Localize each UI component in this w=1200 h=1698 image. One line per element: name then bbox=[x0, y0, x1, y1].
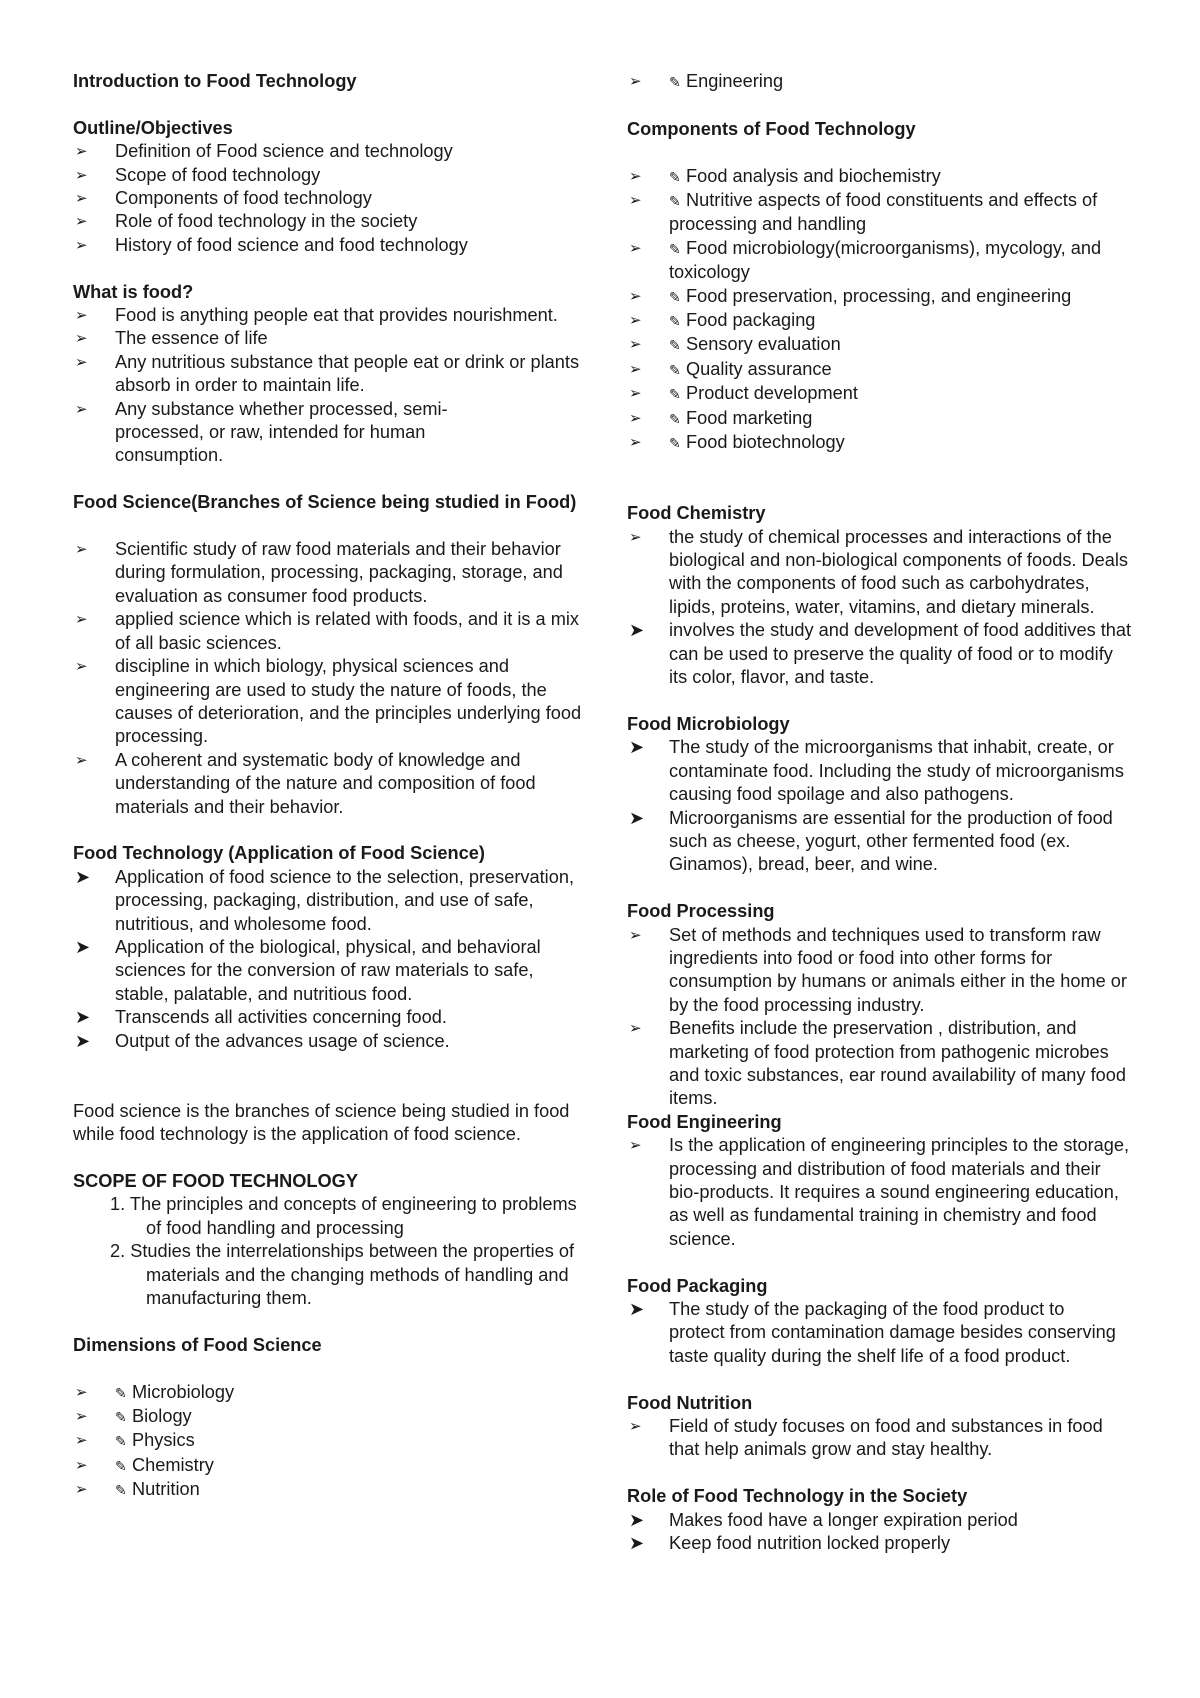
list-item: ➤ Makes food have a longer expiration period bbox=[627, 1509, 1137, 1532]
arrow-bullet-icon: ➢ bbox=[629, 926, 642, 944]
arrow-bullet-icon: ➢ bbox=[629, 409, 642, 427]
list-item: ➢ Scope of food technology bbox=[73, 164, 593, 187]
pencil-icon: ✎ bbox=[669, 193, 681, 209]
arrow-bullet-icon: ➢ bbox=[629, 312, 642, 330]
pencil-icon: ✎ bbox=[669, 337, 681, 354]
food-engineering-list bbox=[627, 1134, 1132, 1251]
components-heading: Components of Food Technology bbox=[627, 118, 916, 139]
arrow-bullet-icon: ➢ bbox=[75, 658, 88, 676]
list-item: ➢ ✎ Food marketing bbox=[627, 407, 1132, 431]
pencil-icon: ✎ bbox=[115, 1384, 127, 1401]
food-science-list bbox=[73, 538, 588, 819]
bold-arrow-bullet-icon: ➤ bbox=[629, 737, 645, 758]
arrow-bullet-icon: ➢ bbox=[75, 143, 88, 161]
bold-arrow-bullet-icon: ➤ bbox=[629, 807, 645, 828]
bold-arrow-bullet-icon: ➤ bbox=[75, 1030, 91, 1051]
pencil-icon: ✎ bbox=[115, 1409, 127, 1425]
arrow-bullet-icon: ➢ bbox=[75, 1408, 88, 1425]
food-nutrition-heading: Food Nutrition bbox=[627, 1392, 753, 1413]
list-item: ➢ ✎ Product development bbox=[627, 382, 1132, 406]
list-item: ➤ Application of food science to the selection, preservation, processing, packaging, distribution, and use of safe, nutritious, and wholesome food. bbox=[75, 866, 575, 934]
pencil-icon: ✎ bbox=[669, 74, 681, 90]
pencil-icon: ✎ bbox=[669, 288, 681, 305]
arrow-bullet-icon: ➢ bbox=[75, 1432, 88, 1450]
bold-arrow-bullet-icon: ➤ bbox=[75, 1007, 91, 1028]
arrow-bullet-icon: ➢ bbox=[629, 360, 642, 378]
arrow-bullet-icon: ➢ bbox=[75, 166, 88, 184]
pencil-icon: ✎ bbox=[669, 361, 681, 378]
bold-arrow-bullet-icon: ➤ bbox=[629, 1509, 645, 1530]
pencil-icon: ✎ bbox=[115, 1482, 127, 1499]
bold-arrow-bullet-icon: ➤ bbox=[629, 1299, 645, 1320]
arrow-bullet-icon: ➢ bbox=[629, 1418, 642, 1436]
list-item: ➢ ✎ Nutritive aspects of food constituents and effects of processing and handling bbox=[629, 190, 1098, 235]
list-item: ➤ Transcends all activities concerning food. bbox=[73, 1006, 588, 1029]
list-item: ➢ ✎ Food biotechnology bbox=[627, 431, 1132, 455]
arrow-bullet-icon: ➢ bbox=[629, 528, 642, 546]
arrow-bullet-icon: ➢ bbox=[75, 330, 88, 348]
arrow-bullet-icon: ➢ bbox=[629, 336, 642, 354]
list-item: ➢ Field of study focuses on food and substances in food that help animals grow and stay healthy. bbox=[629, 1416, 1103, 1460]
food-technology-list bbox=[73, 866, 588, 1053]
list-item: ➢ Role of food technology in the society bbox=[73, 210, 593, 233]
arrow-bullet-icon: ➢ bbox=[75, 307, 88, 325]
food-chemistry-heading: Food Chemistry bbox=[627, 503, 766, 524]
arrow-bullet-icon: ➢ bbox=[75, 541, 88, 559]
summary-paragraph: Food science is the branches of science being studied in food while food technology is the application of food science. bbox=[73, 1100, 570, 1145]
left-column bbox=[73, 70, 593, 1503]
list-item: ➢ ✎ Biology bbox=[73, 1405, 593, 1429]
food-chemistry-list bbox=[627, 526, 1132, 690]
pencil-icon: ✎ bbox=[115, 1457, 127, 1474]
arrow-bullet-icon: ➢ bbox=[629, 1137, 642, 1155]
list-item: ➢ ✎ Nutrition bbox=[73, 1478, 593, 1502]
list-item: 1. The principles and concepts of engineering to problems of food handling and processing bbox=[110, 1194, 577, 1238]
arrow-bullet-icon: ➢ bbox=[629, 239, 642, 257]
list-item: ➢ Any substance whether processed, semi-processed, or raw, intended for human consumption. bbox=[75, 398, 448, 466]
list-item: ➢ ✎ Food analysis and biochemistry bbox=[627, 165, 1132, 189]
arrow-bullet-icon: ➢ bbox=[629, 1020, 642, 1038]
arrow-bullet-icon: ➢ bbox=[75, 190, 88, 208]
list-item: 2. Studies the interrelationships between the properties of materials and the changing methods of handling and manufacturing them. bbox=[110, 1241, 575, 1308]
what-is-food-heading: What is food? bbox=[73, 281, 194, 302]
arrow-bullet-icon: ➢ bbox=[75, 1456, 88, 1474]
right-column bbox=[627, 70, 1137, 1555]
arrow-bullet-icon: ➢ bbox=[75, 1481, 88, 1499]
pencil-icon: ✎ bbox=[669, 168, 681, 185]
food-microbiology-list bbox=[627, 736, 1132, 876]
list-item: ➤ Application of the biological, physical, and behavioral sciences for the conversion of raw materials to safe, stable, palatable, and nutritious food. bbox=[75, 936, 541, 1004]
arrow-bullet-icon: ➢ bbox=[75, 751, 88, 769]
bold-arrow-bullet-icon: ➤ bbox=[75, 866, 91, 887]
arrow-bullet-icon: ➢ bbox=[629, 167, 642, 185]
arrow-bullet-icon: ➢ bbox=[629, 287, 642, 305]
list-item: ➢ applied science which is related with foods, and it is a mix of all basic sciences. bbox=[75, 609, 580, 653]
list-item: ➢ Set of methods and techniques used to transform raw ingredients into food or food into other forms for consumption by humans or animals either in the home or by the food processing industry. bbox=[629, 924, 1127, 1015]
arrow-bullet-icon: ➢ bbox=[75, 400, 88, 418]
arrow-bullet-icon: ➢ bbox=[629, 192, 642, 209]
pencil-icon: ✎ bbox=[669, 410, 681, 427]
role-heading: Role of Food Technology in the Society bbox=[627, 1486, 968, 1507]
list-item: ➢ Is the application of engineering principles to the storage, processing and distribution of food materials and their bio-products. It requires a sound engineering education, as well as fundamental training in chemistry and food science. bbox=[629, 1135, 1130, 1249]
food-nutrition-list bbox=[627, 1415, 1117, 1462]
food-science-heading: Food Science(Branches of Science being studied in Food) bbox=[73, 492, 577, 513]
pencil-icon: ✎ bbox=[115, 1433, 127, 1450]
arrow-bullet-icon: ➢ bbox=[75, 236, 88, 254]
food-packaging-list bbox=[627, 1298, 1117, 1368]
list-item: ➢ Food is anything people eat that provides nourishment. bbox=[73, 304, 583, 327]
food-processing-heading: Food Processing bbox=[627, 901, 775, 922]
role-list bbox=[627, 1509, 1137, 1556]
list-item: ➢ Benefits include the preservation , distribution, and marketing of food protection from pathogenic microbes and toxic substances, ear round availability of many food items. bbox=[629, 1018, 1126, 1109]
list-item: ➢ ✎ Food packaging bbox=[627, 309, 1132, 333]
list-item: ➢ ✎ Quality assurance bbox=[627, 358, 1132, 382]
list-item: ➢ ✎ Chemistry bbox=[73, 1454, 593, 1478]
scope-heading: SCOPE OF FOOD TECHNOLOGY bbox=[73, 1170, 358, 1191]
list-item: ➢ Any nutritious substance that people eat or drink or plants absorb in order to maintain life. bbox=[75, 351, 580, 396]
document-title: Introduction to Food Technology bbox=[73, 71, 357, 91]
arrow-bullet-icon: ➢ bbox=[75, 213, 88, 231]
arrow-bullet-icon: ➢ bbox=[629, 434, 642, 452]
arrow-bullet-icon: ➢ bbox=[75, 353, 88, 371]
scope-list bbox=[73, 1193, 593, 1310]
pencil-icon: ✎ bbox=[669, 313, 681, 330]
list-item: ➢ ✎ Engineering bbox=[627, 70, 1137, 94]
food-packaging-heading: Food Packaging bbox=[627, 1275, 768, 1296]
arrow-bullet-icon: ➢ bbox=[629, 385, 642, 403]
list-item: ➢ ✎ Microbiology bbox=[73, 1381, 593, 1405]
list-item: ➤ The study of the packaging of the food product to protect from contamination damage besides conserving taste quality during the shelf life of a food product. bbox=[629, 1299, 1116, 1366]
outline-list bbox=[73, 140, 593, 257]
list-item: ➢ ✎ Physics bbox=[73, 1429, 593, 1453]
list-item: ➢ ✎ Sensory evaluation bbox=[627, 333, 1132, 357]
list-item: ➢ Scientific study of raw food materials and their behavior during formulation, processing, packaging, storage, and evaluation as consumer food products. bbox=[75, 539, 563, 606]
list-item: ➤ Output of the advances usage of science. bbox=[73, 1030, 588, 1053]
food-microbiology-heading: Food Microbiology bbox=[627, 713, 790, 734]
food-technology-heading: Food Technology (Application of Food Science) bbox=[73, 843, 485, 864]
dimensions-list bbox=[73, 1381, 593, 1503]
outline-heading: Outline/Objectives bbox=[73, 117, 233, 138]
what-is-food-list bbox=[73, 304, 583, 468]
arrow-bullet-icon: ➢ bbox=[75, 611, 88, 629]
list-item: ➢ discipline in which biology, physical sciences and engineering are used to study the nature of foods, the causes of deterioration, and the principles underlying food processing. bbox=[75, 656, 582, 747]
list-item: ➤ involves the study and development of food additives that can be used to preserve the quality of food or to modify its color, flavor, and taste. bbox=[629, 620, 1132, 688]
list-item: ➢ Definition of Food science and technology bbox=[73, 140, 593, 163]
components-list bbox=[627, 165, 1132, 456]
list-item: ➢ History of food science and food technology bbox=[73, 234, 593, 257]
list-item: ➢ ✎ Food preservation, processing, and engineering bbox=[627, 285, 1132, 309]
pencil-icon: ✎ bbox=[669, 240, 681, 257]
list-item: ➤ Microorganisms are essential for the production of food such as cheese, yogurt, other fermented food (ex. Ginamos), bread, beer, and wine. bbox=[629, 807, 1113, 875]
list-item: ➢ A coherent and systematic body of knowledge and understanding of the nature and composition of food materials and their behavior. bbox=[75, 749, 536, 817]
bold-arrow-bullet-icon: ➤ bbox=[629, 1533, 645, 1554]
dimensions-continued-list bbox=[627, 70, 1137, 94]
food-processing-list bbox=[627, 924, 1137, 1111]
list-item: ➤ Keep food nutrition locked properly bbox=[627, 1532, 1137, 1555]
bold-arrow-bullet-icon: ➤ bbox=[629, 620, 645, 641]
list-item: ➢ The essence of life bbox=[73, 327, 583, 350]
list-item: ➢ the study of chemical processes and interactions of the biological and non-biological components of foods. Deals with the components of food such as carbohydrates, lipids, proteins, water, vitamins, and dietary minerals. bbox=[629, 526, 1129, 617]
bold-arrow-bullet-icon: ➤ bbox=[75, 936, 91, 957]
list-item: ➢ ✎ Food microbiology(microorganisms), mycology, and toxicology bbox=[629, 237, 1102, 283]
pencil-icon: ✎ bbox=[669, 435, 681, 452]
arrow-bullet-icon: ➢ bbox=[629, 73, 642, 90]
dimensions-heading: Dimensions of Food Science bbox=[73, 1334, 322, 1355]
list-item: ➢ Components of food technology bbox=[73, 187, 593, 210]
pencil-icon: ✎ bbox=[669, 386, 681, 403]
list-item: ➤ The study of the microorganisms that inhabit, create, or contaminate food. Including the study of microorganisms causing food spoilage and also pathogens. bbox=[629, 737, 1124, 805]
arrow-bullet-icon: ➢ bbox=[75, 1383, 88, 1401]
food-engineering-heading: Food Engineering bbox=[627, 1111, 782, 1132]
